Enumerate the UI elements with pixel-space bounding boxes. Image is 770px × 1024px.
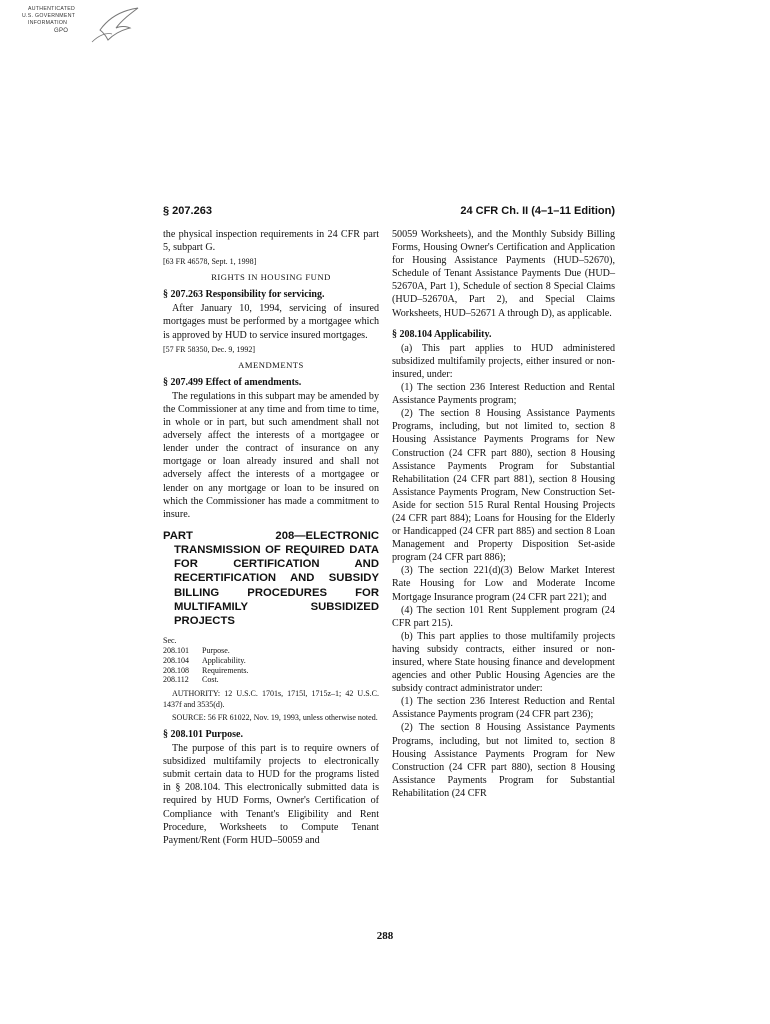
paragraph: (2) The section 8 Housing Assistance Payments Programs, including, but not limited to, section 8 Housing Assistance Payments Program for New Construction (24 CFR part 880), section 8 Housing Assistance Payments Program for Substantial Rehabilitation (24 CFR [392,722,615,799]
paragraph: (4) The section 101 Rent Supplement program (24 CFR part 215). [392,604,615,629]
paragraph: The purpose of this part is to require owners of subsidized multifamily projects to electronically submit certain data to HUD for the programs listed in § 208.104. This electronically submitted data is required by HUD Forms, Owner's Certification of Compliance with Tenant's Eligibility and Rent Procedure, Worksheets to Compute Tenant Payment/Rent (Form HUD–50059 and [163,743,379,846]
toc-number: 208.104 [163,655,189,665]
paragraph: (1) The section 236 Interest Reduction and Rental Assistance Payments program (24 CFR part 236); [392,696,615,721]
toc-title: Requirements. [202,665,249,675]
section-heading: § 208.101 Purpose. [163,728,243,740]
paragraph: (1) The section 236 Interest Reduction and Rental Assistance Payments program; [392,382,615,407]
stamp-line-4: GPO [54,28,69,34]
paragraph: (b) This part applies to those multifamily projects having subsidy contracts, either insured or non-insured, where State housing finance and development agencies and other Public Housing Agencies are the subsidy contract administrator under: [392,630,615,695]
stamp-line-1: AUTHENTICATED [28,6,76,12]
paragraph: 50059 Worksheets), and the Monthly Subsidy Billing Forms, Housing Owner's Certification and Application for Housing Assistance Payments (HUD–52670), Schedule of Tenant Assistance Payments Due (HUD–52670A, Part 1), Schedule of section 8 Special Claims (HUD–52670A, Part 2), and Special Claims Worksheets, HUD–52671 A through D), as applicable. [392,229,615,319]
paragraph: After January 10, 1994, servicing of insured mortgages must be performed by a mortgagee which is approved by HUD to service insured mortgages. [163,303,379,341]
citation: [57 FR 58350, Dec. 9, 1992] [163,344,255,354]
paragraph: The regulations in this subpart may be amended by the Commissioner at any time and from time to time, in whole or in part, but such amendment shall not adversely affect the interests of a mortgagee or lender under the contract of insurance on any mortgage or loan already insured and shall not adversely affect the interests of a mortgagee or lender on any mortgage or loan to be insured on which the Commissioner has made a commitment to insure. [163,390,379,520]
toc-title: Applicability. [202,655,246,665]
toc-title: Purpose. [202,646,230,655]
subpart-heading: RIGHTS IN HOUSING FUND [211,272,331,283]
table-of-contents [163,636,379,685]
toc-label: Sec. [163,636,177,646]
section-heading: § 208.104 Applicability. [392,328,492,340]
authority-note: AUTHORITY: 12 U.S.C. 1701s, 1715l, 1715z–1; 42 U.S.C. 1437f and 3535(d). [163,689,379,709]
right-column [392,228,615,800]
toc-number: 208.101 [163,646,189,655]
toc-number: 208.108 [163,665,189,675]
subpart-heading: AMENDMENTS [238,359,304,370]
toc-row [163,646,379,656]
gpo-authentication-stamp [22,6,142,48]
toc-row [163,675,379,685]
toc-title: Cost. [202,675,219,685]
paragraph: (3) The section 221(d)(3) Below Market Interest Rate Housing for Low and Moderate Income Mortgage Insurance program (24 CFR part 221); and [392,565,615,603]
toc-row [163,656,379,666]
toc-row [163,666,379,676]
running-head-section: § 207.263 [163,205,212,217]
toc-number: 208.112 [163,675,189,685]
stamp-line-3: INFORMATION [28,20,68,26]
running-head-title: 24 CFR Ch. II (4–1–11 Edition) [460,205,615,217]
page-number: 288 [376,930,394,942]
stamp-line-2: U.S. GOVERNMENT [22,13,76,19]
paragraph: the physical inspection requirements in 24 CFR part 5, subpart G. [163,229,379,254]
section-heading: § 207.263 Responsibility for servicing. [163,289,325,301]
paragraph: (a) This part applies to HUD administered subsidized multifamily projects, either insured or non-insured, under: [392,342,615,380]
source-note: SOURCE: 56 FR 61022, Nov. 19, 1993, unless otherwise noted. [172,713,378,723]
section-heading: § 207.499 Effect of amendments. [163,376,302,388]
part-title: PART 208—ELECTRONIC TRANSMISSION OF REQUIRED DATA FOR CERTIFICATION AND RECERTIFICATION AND SUBSIDY BILLING PROCEDURES FOR MULTIFAMILY SUBSIDIZED PROJECTS [163,529,379,627]
left-column [163,228,379,847]
citation: [63 FR 46578, Sept. 1, 1998] [163,257,257,267]
paragraph: (2) The section 8 Housing Assistance Payments Programs, including, but not limited to, section 8 Housing Assistance Payments Programs for New Construction (24 CFR part 880), section 8 Housing Assistance Payments Program for Substantial Rehabilitation (24 CFR part 881), section 8 Housing Assistance Payments Program, New Construction Set-Aside for section 515 Rural Rental Housing Projects (24 CFR part 884); Loans for Housing for the Elderly or Handicapped (24 CFR part 885) and section 8 Loan Management and Property Disposition Set-aside program (24 CFR part 886); [392,408,615,564]
